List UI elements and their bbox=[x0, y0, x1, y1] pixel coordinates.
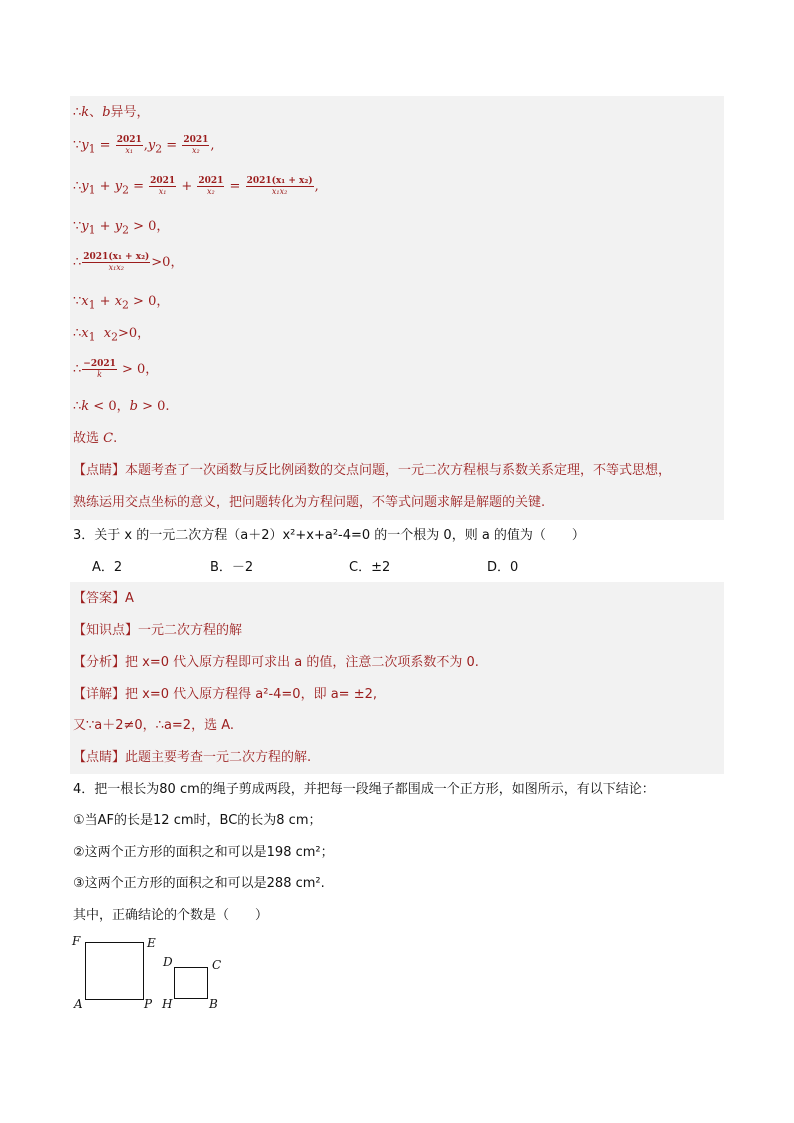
label-e: E bbox=[147, 936, 156, 950]
solution-line-7: $\therefore x_1$ $x_2>0$， bbox=[73, 326, 151, 344]
option-c: C．±2 bbox=[349, 560, 391, 575]
large-square bbox=[85, 942, 144, 1000]
conclusion-1: ①当AF的长是12 cm时，BC的长为8 cm； bbox=[73, 813, 322, 828]
conclusion-3: ③这两个正方形的面积之和可以是288 cm². bbox=[73, 876, 325, 891]
fraction: $\frac{2021}{\text{x₁}}$ bbox=[150, 176, 176, 196]
solution-line-2: $\because y_1$ = $\frac{2021}{\text{x₁}}$ $,y_2$ = $\frac{2021}{\text{x₂}}$ , bbox=[73, 135, 215, 156]
small-square bbox=[174, 967, 208, 999]
fraction: $\frac{2021}{\text{x₁}}$ bbox=[116, 135, 142, 155]
question-4-stem: 4．把一根长为80 cm的绳子剪成两段，并把每一段绳子都围成一个正方形，如图所示，有以下结论： bbox=[73, 782, 655, 797]
comment-label: 【点睛】 bbox=[73, 463, 126, 478]
fraction: $\frac{\text{2021(x₁ + x₂)}}{\text{x₁x₂}}$ bbox=[83, 252, 150, 272]
option-a: A．2 bbox=[92, 560, 123, 575]
label-f: F bbox=[72, 934, 81, 948]
label-d: D bbox=[163, 955, 173, 969]
solution-line-3: $\therefore y_1 + y_2$ = $\frac{2021}{\text{x₁}}$ + $\frac{2021}{\text{x₂}}$ = $\frac{\text{2021(x₁ + x₂)}}{\text{x₁x₂}}$ , bbox=[73, 176, 319, 197]
solution-line-9: ∴k < 0，b > 0. bbox=[73, 399, 170, 414]
solution-line-10: 故选 C. bbox=[73, 431, 118, 446]
label-c: C bbox=[212, 958, 222, 972]
fraction: $\frac{\text{2021(x₁ + x₂)}}{\text{x₁x₂}}$ bbox=[246, 176, 313, 196]
label-a: A bbox=[74, 997, 83, 1011]
detail-line-2: 又∵a＋2≠0，∴a=2，选 A. bbox=[73, 718, 235, 733]
comment-2-line-1: 【点睛】本题考查了一次函数与反比例函数的交点问题，一元二次方程根与系数关系定理，不等式思想， bbox=[73, 463, 672, 478]
solution-line-1: ∴k、b异号， bbox=[73, 105, 150, 120]
solution-line-6: $\because x_1 + x_2 > 0$， bbox=[73, 294, 170, 312]
question-3-stem: 3．关于 x 的一元二次方程（a＋2）x²+x+a²-4=0 的一个根为 0，则 a 的值为（ ） bbox=[73, 528, 585, 543]
label-p: P bbox=[144, 997, 153, 1011]
q3-solution-block bbox=[70, 582, 724, 774]
solution-line-8: ∴ $\frac{-2021}{k}$ > 0， bbox=[73, 359, 159, 379]
detail-line: 【详解】把 x=0 代入原方程得 a²-4=0，即 a= ±2, bbox=[73, 687, 377, 702]
solution-line-4: $\because y_1 + y_2 > 0$， bbox=[73, 219, 170, 237]
fraction: $\frac{2021}{\text{x₂}}$ bbox=[183, 135, 209, 155]
option-d: D．0 bbox=[487, 560, 519, 575]
solution-line-5: ∴ $\frac{\text{2021(x₁ + x₂)}}{\text{x₁x₂}}$ >0， bbox=[73, 252, 184, 272]
label-b: B bbox=[209, 997, 218, 1011]
fraction: $\frac{-2021}{k}$ bbox=[83, 359, 116, 379]
option-b: B．－2 bbox=[210, 560, 254, 575]
conclusion-2: ②这两个正方形的面积之和可以是198 cm²； bbox=[73, 845, 334, 860]
answer-line: 【答案】A bbox=[73, 591, 134, 606]
comment-3-line: 【点睛】此题主要考查一元二次方程的解. bbox=[73, 750, 312, 765]
fraction: $\frac{2021}{\text{x₂}}$ bbox=[198, 176, 224, 196]
analysis-line: 【分析】把 x=0 代入原方程即可求出 a 的值，注意二次项系数不为 0. bbox=[73, 655, 479, 670]
comment-2-line-2: 熟练运用交点坐标的意义，把问题转化为方程问题，不等式问题求解是解题的关键. bbox=[73, 495, 546, 510]
knowledge-point-line: 【知识点】一元二次方程的解 bbox=[73, 623, 243, 638]
question-4-ask: 其中，正确结论的个数是（ ） bbox=[73, 908, 269, 923]
label-h: H bbox=[162, 997, 173, 1011]
